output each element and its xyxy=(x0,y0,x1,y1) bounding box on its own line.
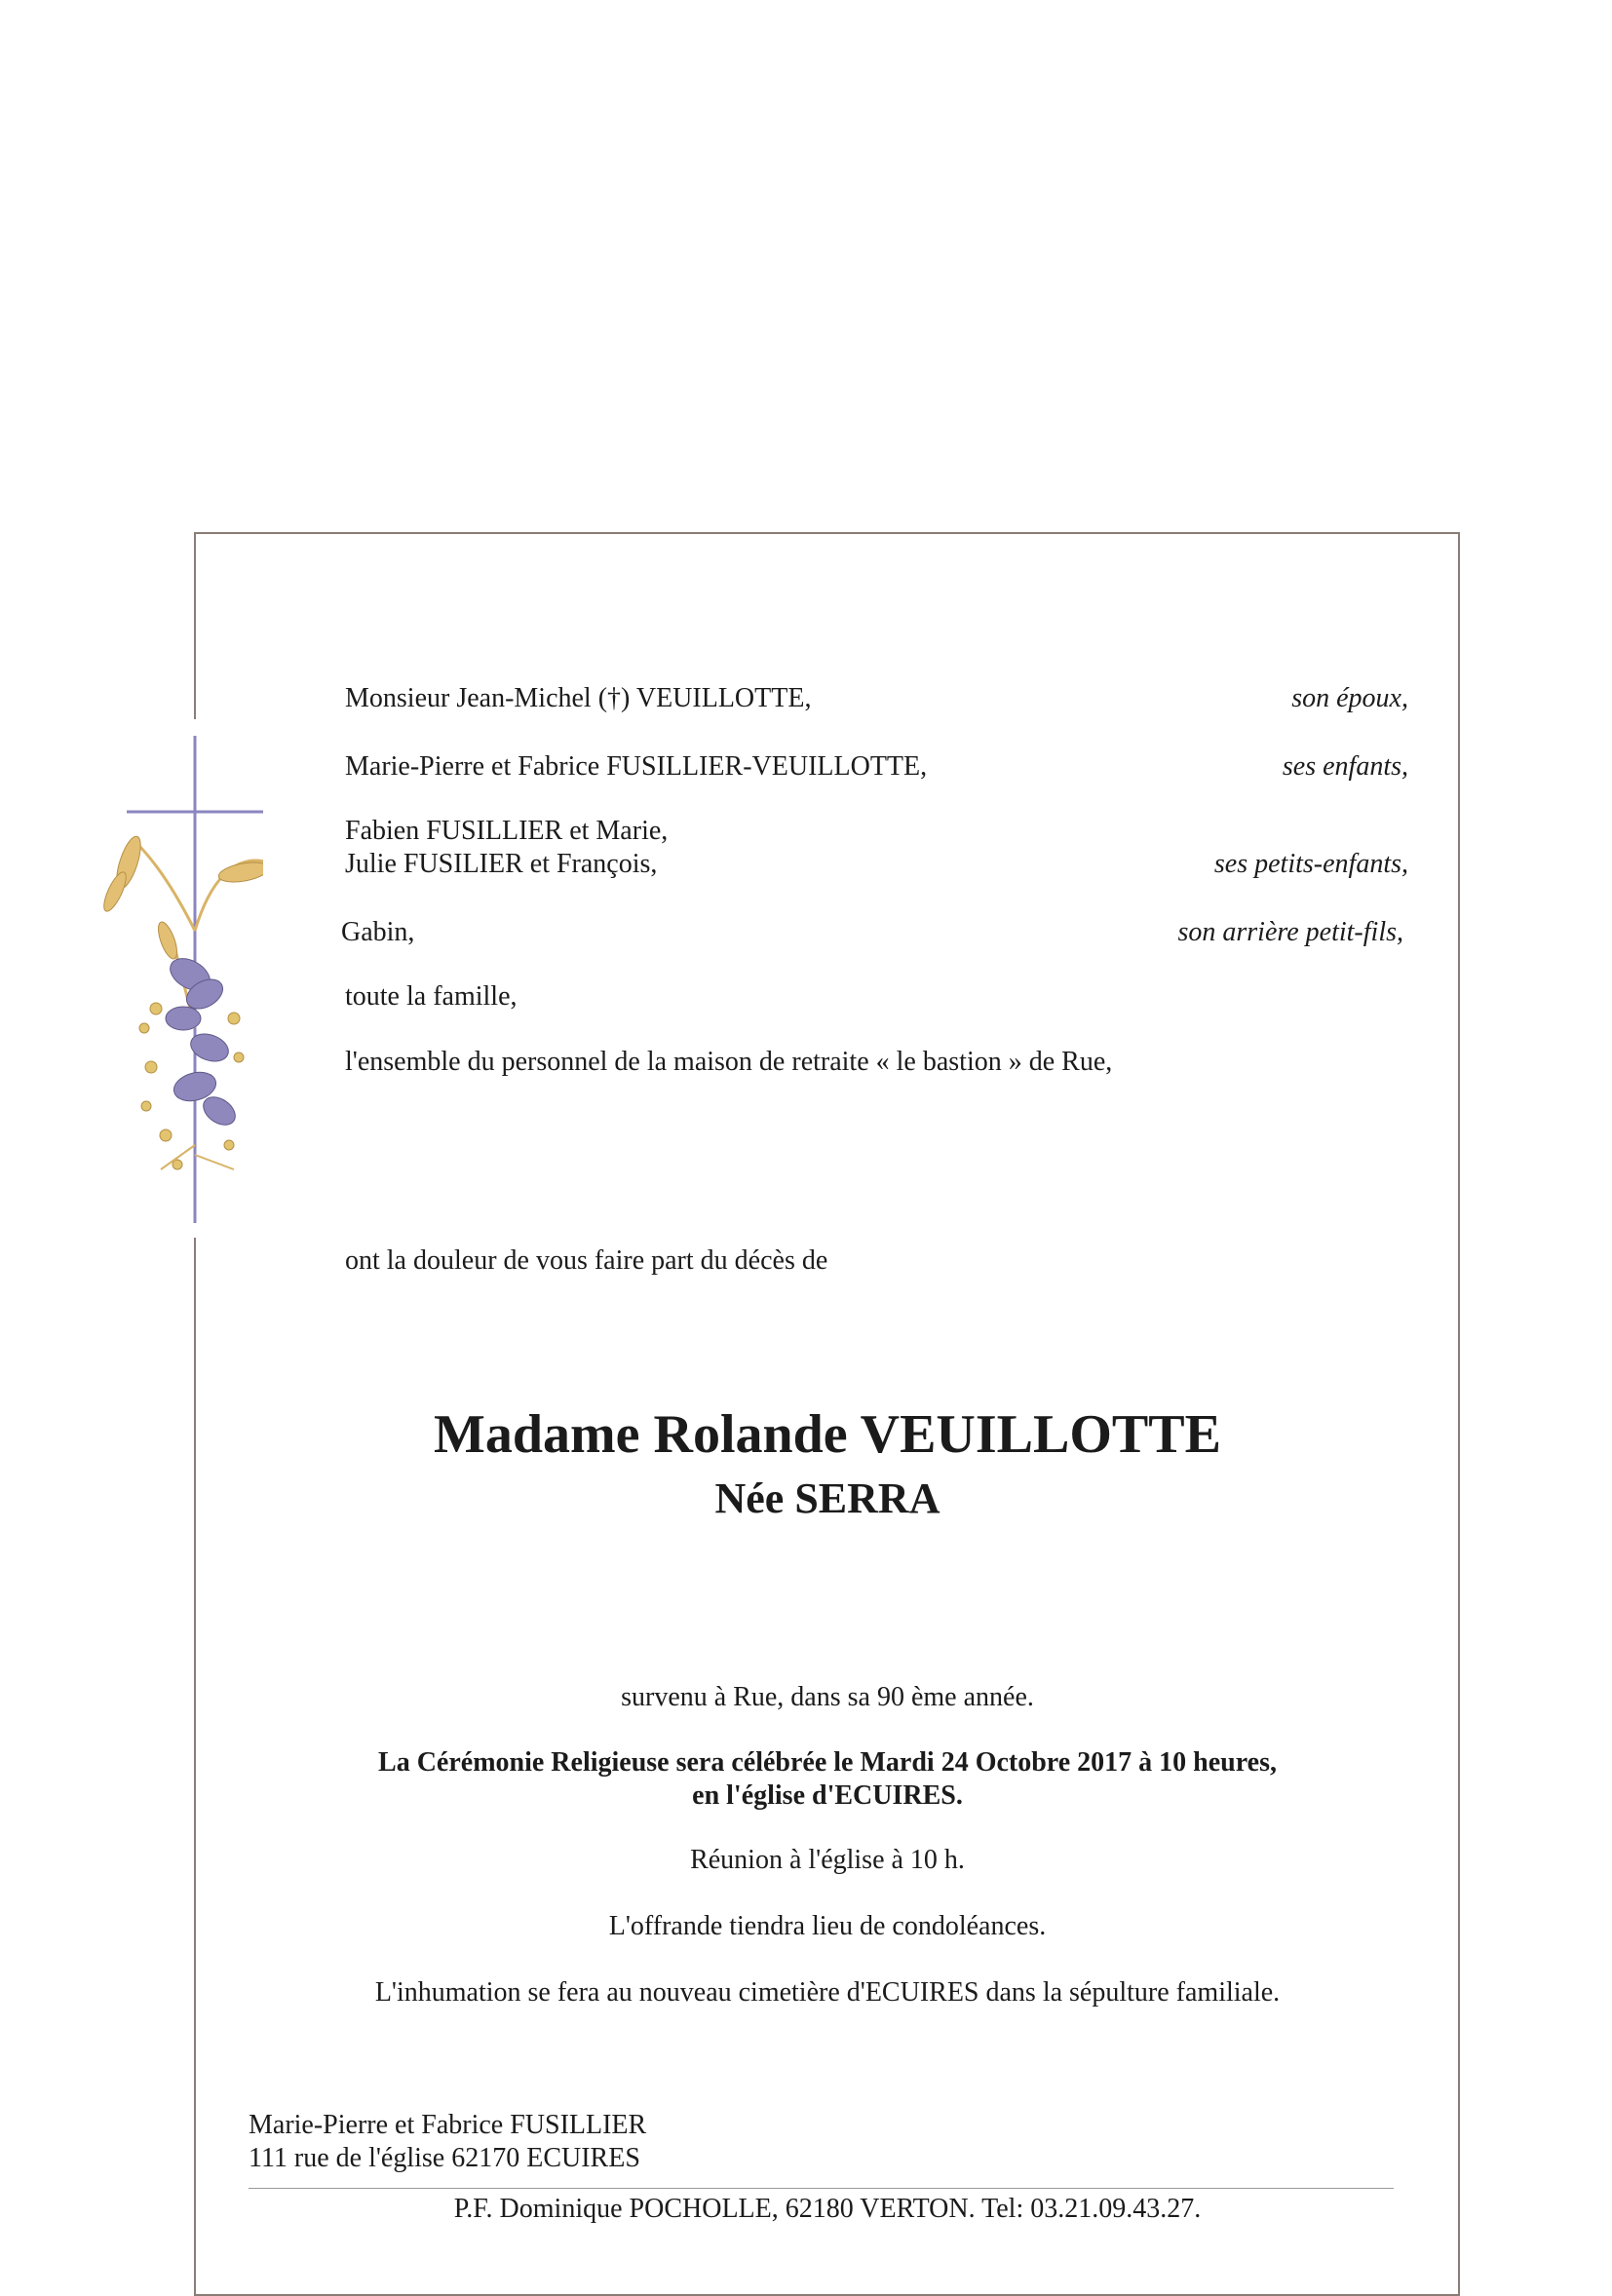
family-line-great-grandchild: Gabin, xyxy=(341,917,415,947)
deceased-name: Madame Rolande VEUILLOTTE xyxy=(434,1404,1221,1465)
deceased-maiden-name: Née SERRA xyxy=(714,1474,940,1522)
funeral-home-footer: P.F. Dominique POCHOLLE, 62180 VERTON. Tel: 03.21.09.43.27. xyxy=(453,2194,1202,2224)
announcement: ont la douleur de vous faire part du décès de xyxy=(345,1245,828,1276)
family-line-spouse: Monsieur Jean-Michel (†) VEUILLOTTE, xyxy=(345,683,812,713)
family-line-children: Marie-Pierre et Fabrice FUSILLIER-VEUILLOTTE, xyxy=(345,751,928,782)
offering-line: L'offrande tiendra lieu de condoléances. xyxy=(608,1911,1047,1941)
family-line-grandchild-2: Julie FUSILIER et François, xyxy=(345,849,658,879)
ceremony-line-2: en l'église d'ECUIRES. xyxy=(692,1780,963,1811)
family-line-grandchild-1: Fabien FUSILLIER et Marie, xyxy=(345,816,669,846)
contact-name: Marie-Pierre et Fabrice FUSILLIER xyxy=(249,2110,647,2140)
relation-grandchildren: ses petits-enfants, xyxy=(1213,849,1408,879)
relation-great-grandchild: son arrière petit-fils, xyxy=(1177,917,1403,947)
cross-with-wheat-and-flowers-icon xyxy=(97,736,263,1223)
family-line-staff: l'ensemble du personnel de la maison de retraite « le bastion » de Rue, xyxy=(345,1047,1113,1077)
passed-line: survenu à Rue, dans sa 90 ème année. xyxy=(621,1682,1034,1712)
meeting-line: Réunion à l'église à 10 h. xyxy=(690,1845,965,1875)
contact-address: 111 rue de l'église 62170 ECUIRES xyxy=(249,2143,640,2173)
family-line-family: toute la famille, xyxy=(345,981,518,1012)
relation-spouse: son époux, xyxy=(1291,683,1408,713)
ceremony-line-1: La Cérémonie Religieuse sera célébrée le Mardi 24 Octobre 2017 à 10 heures, xyxy=(378,1747,1277,1778)
relation-children: ses enfants, xyxy=(1282,751,1408,782)
burial-line: L'inhumation se fera au nouveau cimetière d'ECUIRES dans la sépulture familiale. xyxy=(374,1977,1281,2008)
footer-divider xyxy=(249,2188,1394,2189)
